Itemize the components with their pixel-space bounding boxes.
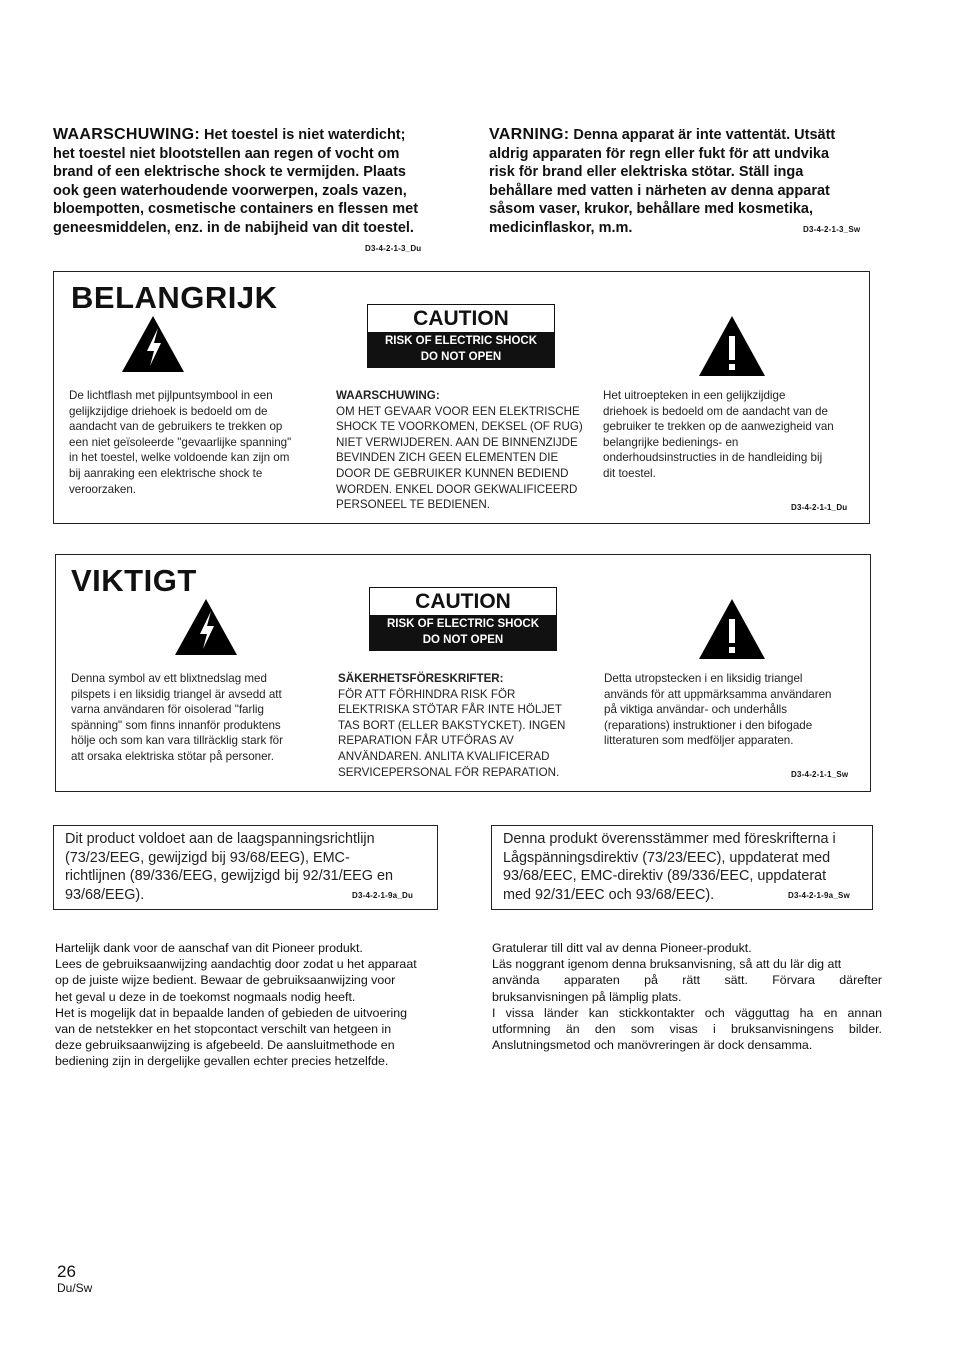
warning-du xyxy=(53,126,453,237)
page-number: 26 xyxy=(57,1262,76,1281)
caution-line1-du: RISK OF ELECTRIC SHOCK xyxy=(384,335,538,347)
safety-right-sw-3: (reparations) instruktioner i den bifogade xyxy=(604,718,813,732)
conformity-sw-2: 93/68/EEC, EMC-direktiv (89/336/EEC, uppdaterat xyxy=(503,868,827,884)
conformity-box-sw xyxy=(491,825,873,910)
safety-left-du-5: bij aanraking een elektrische shock te xyxy=(69,466,263,480)
intro-du-4: Het is mogelijk dat in bepaalde landen of gebieden de uitvoering xyxy=(55,1005,408,1020)
safety-center-sw xyxy=(338,671,594,780)
safety-right-du-2: gebruiker te trekken op de aanwezigheid van xyxy=(603,420,834,434)
conformity-du-2: richtlijnen (89/336/EEG, gewijzigd bij 92/31/EEG en xyxy=(65,868,393,884)
safety-left-du-3: een niet geïsoleerde "gevaarlijke spanning" xyxy=(69,435,292,449)
safety-left-du-0: De lichtflash met pijlpuntsymbool in een xyxy=(69,389,273,402)
safety-center-sw-3: REPARATION FÅR UTFÖRAS AV xyxy=(338,734,514,748)
safety-center-du-2: NIET VERWIJDEREN. AAN DE BINNENZIJDE xyxy=(336,435,578,449)
safety-left-sw xyxy=(71,671,323,765)
safety-right-du xyxy=(603,388,865,482)
conformity-box-du xyxy=(53,825,438,910)
safety-center-du-3: BEVINDEN ZICH GEEN ELEMENTEN DIE xyxy=(336,451,559,465)
safety-left-du-6: veroorzaken. xyxy=(69,482,137,496)
intro-sw-6: Anslutningsmetod och manövreringen är dock densamma. xyxy=(492,1038,813,1053)
safety-right-du-3: belangrijke bedienings- en xyxy=(603,435,739,449)
intro-sw-0: Gratulerar till ditt val av denna Pioneer-produkt. xyxy=(492,941,752,955)
caution-label-sw xyxy=(369,587,557,651)
safety-left-du xyxy=(69,388,319,497)
intro-du-2: op de juiste wijze bedient. Bewaar de gebruiksaanwijzing voor xyxy=(55,973,396,988)
safety-box-du xyxy=(53,271,870,524)
safety-right-sw xyxy=(604,671,866,749)
safety-center-head-du: WAARSCHUWING: xyxy=(336,389,440,402)
language-code: Du/Sw xyxy=(57,1281,93,1295)
caution-line1-sw: RISK OF ELECTRIC SHOCK xyxy=(386,618,540,630)
conformity-du-1: (73/23/EEG, gewijzigd bij 93/68/EEG), EMC- xyxy=(65,849,350,866)
intro-du-5: van de netstekker en het stopcontact verschilt van hetgeen in xyxy=(55,1022,392,1037)
safety-center-du-6: PERSONEEL TE BEDIENEN. xyxy=(336,498,490,512)
conformity-sw-1: Lågspänningsdirektiv (73/23/EEC), uppdaterat med xyxy=(503,849,831,866)
safety-right-du-0: Het uitroepteken in een gelijkzijdige xyxy=(603,389,786,402)
warning-du-text-0: Het toestel is niet waterdicht; xyxy=(204,127,406,143)
intro-sw-2: använda apparaten på rätt sätt. Förvara därefter xyxy=(492,973,882,988)
safety-title-du: BELANGRIJK xyxy=(71,280,278,315)
caution-body-sw xyxy=(370,615,556,650)
intro-du-0: Hartelijk dank voor de aanschaf van dit Pioneer produkt. xyxy=(55,941,363,955)
intro-sw xyxy=(492,940,882,1053)
warning-sw-text-0: Denna apparat är inte vattentät. Utsätt xyxy=(573,127,836,143)
safety-code-sw: D3-4-2-1-1_Sw xyxy=(791,770,849,779)
conformity-sw-0: Denna produkt överensstämmer med föreskrifterna i xyxy=(503,831,836,847)
safety-title-sw: VIKTIGT xyxy=(71,563,197,598)
conformity-code-sw: D3-4-2-1-9a_Sw xyxy=(788,891,850,900)
safety-center-du-4: DOOR DE GEBRUIKER KUNNEN BEDIEND xyxy=(336,466,569,480)
safety-left-sw-1: pilspets i en liksidig triangel är avsedd att xyxy=(71,687,282,701)
safety-left-sw-0: Denna symbol av ett blixtnedslag med xyxy=(71,672,267,685)
warning-du-code: D3-4-2-1-3_Du xyxy=(365,244,422,253)
warning-sw-line-3: behållare med vatten i närheten av denna apparat xyxy=(489,182,830,199)
warning-sw-line-4: såsom vaser, krukor, behållare med kosmetika, xyxy=(489,201,814,217)
safety-right-sw-0: Detta utropstecken i en liksidig triangel xyxy=(604,672,803,685)
caution-line2-du: DO NOT OPEN xyxy=(420,350,502,363)
intro-du-7: bediening zijn in dergelijke gevallen echter precies hetzelfde. xyxy=(55,1054,389,1069)
safety-center-du-0: OM HET GEVAAR VOOR EEN ELEKTRISCHE xyxy=(336,404,580,418)
warning-sw-line-5: medicinflaskor, m.m. xyxy=(489,219,633,236)
intro-sw-5: utformning än den som visas i bruksanvisningens bilder. xyxy=(492,1022,882,1037)
warning-du-lead: WAARSCHUWING: xyxy=(53,126,200,143)
safety-left-sw-2: varna användaren för oisolerad "farlig xyxy=(71,703,264,717)
intro-sw-1: Läs noggrant igenom denna bruksanvisning, så att du lär dig att xyxy=(492,957,842,972)
warning-sw-code: D3-4-2-1-3_Sw xyxy=(803,225,861,234)
safety-center-sw-5: SERVICEPERSONAL FÖR REPARATION. xyxy=(338,765,560,779)
safety-center-head-sw: SÄKERHETSFÖRESKRIFTER: xyxy=(338,672,504,685)
conformity-du-0: Dit product voldoet aan de laagspanningsrichtlijn xyxy=(65,831,375,847)
warning-sw-line-2: risk för brand eller elektriska stötar. Ställ inga xyxy=(489,164,804,180)
safety-center-du xyxy=(336,388,592,513)
intro-du-1: Lees de gebruiksaanwijzing aandachtig door zodat u het apparaat xyxy=(55,957,417,972)
lightning-triangle-icon xyxy=(120,314,186,374)
intro-du xyxy=(55,940,445,1070)
safety-left-du-4: in het toestel, welke voldoende kan zijn om xyxy=(69,451,290,465)
safety-center-du-1: SHOCK TE VOORKOMEN, DEKSEL (OF RUG) xyxy=(336,420,583,434)
caution-line2-sw: DO NOT OPEN xyxy=(422,633,504,646)
warning-du-line-1: het toestel niet blootstellen aan regen of vocht om xyxy=(53,145,400,162)
safety-center-du-5: WORDEN. ENKEL DOOR GEKWALIFICEERD xyxy=(336,482,578,496)
conformity-code-du: D3-4-2-1-9a_Du xyxy=(352,891,414,900)
caution-title-sw: CAUTION xyxy=(415,590,511,613)
caution-body-du xyxy=(368,332,554,367)
safety-right-sw-2: på viktiga användar- och underhålls xyxy=(604,703,788,717)
warning-sw-line-1: aldrig apparaten för regn eller fukt för att undvika xyxy=(489,145,830,162)
warning-sw xyxy=(489,126,889,237)
warning-sw-lead: VARNING: xyxy=(489,126,570,143)
intro-sw-4: I vissa länder kan stickkontakter och vägguttag ha en annan xyxy=(492,1005,882,1020)
safety-right-sw-4: litteraturen som medföljer apparaten. xyxy=(604,734,794,748)
warning-du-line-5: geneesmiddelen, enz. in de nabijheid van dit toestel. xyxy=(53,219,414,236)
safety-left-sw-3: spänning" som finns innanför produktens xyxy=(71,718,281,732)
intro-du-3: het geval u deze in de toekomst nogmaals nodig heeft. xyxy=(55,989,356,1004)
intro-du-6: deze gebruiksaanwijzing is afgebeeld. De aansluitmethode en xyxy=(55,1038,395,1053)
safety-right-du-5: dit toestel. xyxy=(603,466,656,480)
exclamation-triangle-icon xyxy=(697,314,767,378)
warning-sw-line-0 xyxy=(489,126,889,145)
conformity-du-3: 93/68/EEG). xyxy=(65,886,145,903)
safety-code-du: D3-4-2-1-1_Du xyxy=(791,503,848,512)
caution-label-du xyxy=(367,304,555,368)
safety-box-sw xyxy=(55,554,871,792)
safety-left-du-1: gelijkzijdige driehoek is bedoeld om de xyxy=(69,404,268,418)
exclamation-triangle-icon xyxy=(697,597,767,661)
caution-title-du: CAUTION xyxy=(413,307,509,330)
safety-right-du-1: driehoek is bedoeld om de aandacht van de xyxy=(603,404,828,418)
safety-center-sw-4: ANVÄNDAREN. ANLITA KVALIFICERAD xyxy=(338,749,550,763)
safety-left-sw-5: att orsaka elektriska stötar på personer. xyxy=(71,749,274,763)
safety-center-sw-0: FÖR ATT FÖRHINDRA RISK FÖR xyxy=(338,687,516,701)
intro-sw-3: bruksanvisningen på lämplig plats. xyxy=(492,989,682,1004)
warning-du-line-2: brand of een elektrische shock te vermijden. Plaats xyxy=(53,164,406,180)
warning-du-line-0 xyxy=(53,126,453,145)
warning-du-line-4: bloempotten, cosmetische containers en flessen met xyxy=(53,201,419,217)
safety-right-du-4: onderhoudsinstructies in de handleiding bij xyxy=(603,451,823,465)
lightning-triangle-icon xyxy=(173,597,239,657)
safety-left-du-2: aandacht van de gebruikers te trekken op xyxy=(69,420,283,434)
safety-right-sw-1: används för att uppmärksamma användaren xyxy=(604,687,832,701)
conformity-sw-3: med 92/31/EEC och 93/68/EEC). xyxy=(503,886,715,903)
warning-du-line-3: ook geen waterhoudende voorwerpen, zoals vazen, xyxy=(53,182,407,199)
safety-left-sw-4: hölje och som kan vara tillräcklig stark för xyxy=(71,734,283,748)
safety-center-sw-1: ELEKTRISKA STÖTAR FÅR INTE HÖLJET xyxy=(338,703,562,717)
safety-center-sw-2: TAS BORT (ELLER BAKSTYCKET). INGEN xyxy=(338,718,566,732)
